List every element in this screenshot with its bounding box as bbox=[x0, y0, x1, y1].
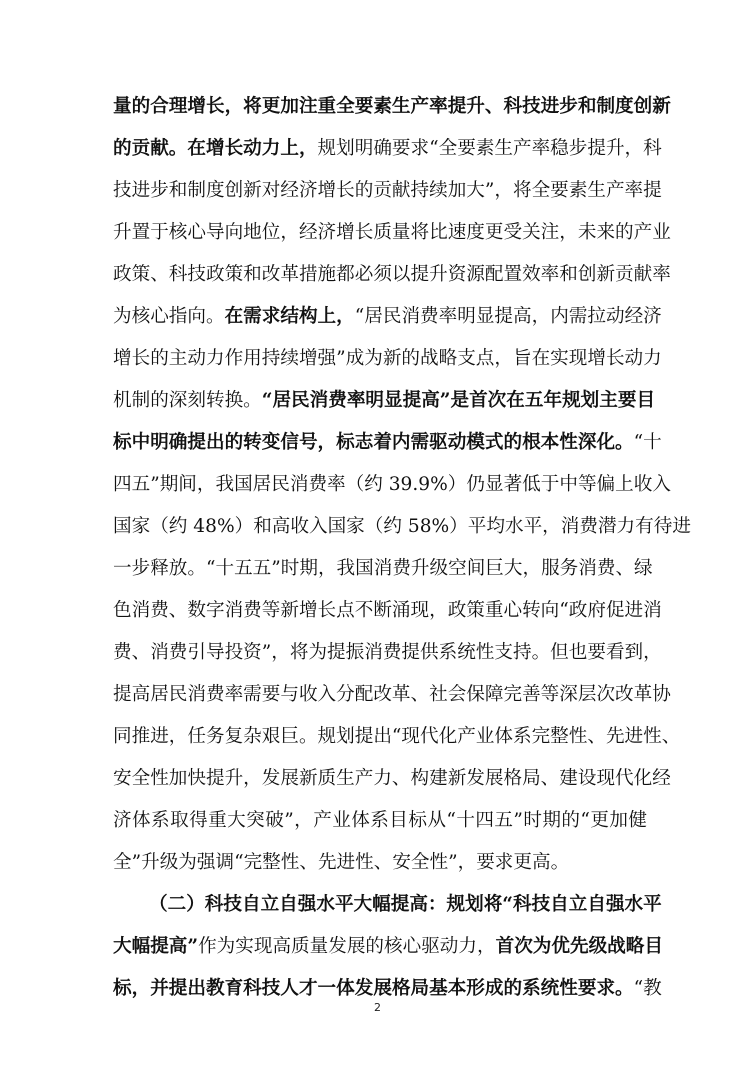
text-segment: 作为实现高质量发展的核心驱动力， bbox=[198, 936, 496, 957]
text-segment: 全”升级为强调“完整性、先进性、安全性”，要求更高。 bbox=[113, 852, 570, 873]
text-segment: 安全性加快提升，发展新质生产力、构建新发展格局、建设现代化经 bbox=[113, 768, 671, 789]
text-segment: 为核心指向。 bbox=[113, 306, 225, 327]
text-segment: 技进步和制度创新对经济增长的贡献持续加大”，将全要素生产率提 bbox=[113, 180, 662, 201]
body-line bbox=[113, 683, 671, 707]
text-segment: 增长的主动力作用持续增强”成为新的战略支点，旨在实现增长动力 bbox=[113, 348, 662, 369]
text-segment: 国家（约 48%）和高收入国家（约 58%）平均水平，消费潜力有待进 bbox=[113, 516, 691, 537]
bold-text-segment: 标中明确提出的转变信号，标志着内需驱动模式的根本性深化。 bbox=[113, 432, 634, 453]
bold-text-segment: 大幅提高” bbox=[113, 936, 199, 957]
body-line bbox=[113, 725, 681, 749]
bold-text-segment: 标，并提出教育科技人才一体发展格局基本形成的系统性要求。 bbox=[113, 978, 634, 999]
text-segment: “居民消费率明显提高，内需拉动经济 bbox=[354, 306, 662, 327]
body-line bbox=[113, 389, 656, 413]
bold-text-segment: 首次为优先级战略目 bbox=[495, 936, 663, 957]
body-line bbox=[113, 179, 662, 203]
body-line bbox=[113, 557, 653, 581]
text-segment: 一步释放。“十五五”时期，我国消费升级空间巨大，服务消费、绿 bbox=[113, 558, 653, 579]
text-segment: 济体系取得重大突破”，产业体系目标从“十四五”时期的“更加健 bbox=[113, 810, 647, 831]
text-segment: 同推进，任务复杂艰巨。规划提出“现代化产业体系完整性、先进性、 bbox=[113, 726, 681, 747]
bold-text-segment: （二）科技自立自强水平大幅提高：规划将“科技自立自强水平 bbox=[149, 894, 662, 915]
bold-text-segment: 的贡献。在增长动力上， bbox=[113, 138, 318, 159]
body-line bbox=[113, 473, 671, 497]
body-line bbox=[113, 767, 671, 791]
bold-text-segment: 在需求结构上， bbox=[224, 306, 355, 327]
text-segment: 机制的深刻转换。 bbox=[113, 390, 262, 411]
text-segment: “十 bbox=[633, 432, 662, 453]
text-segment: 色消费、数字消费等新增长点不断涌现，政策重心转向“政府促进消 bbox=[113, 600, 662, 621]
body-line bbox=[113, 977, 662, 1001]
text-segment: 升置于核心导向地位，经济增长质量将比速度更受关注，未来的产业 bbox=[113, 222, 671, 243]
body-line bbox=[113, 851, 647, 875]
text-segment: 费、消费引导投资”，将为提振消费提供系统性支持。但也要看到， bbox=[113, 642, 662, 663]
text-segment: 四五”期间，我国居民消费率（约 39.9%）仍显著低于中等偏上收入 bbox=[113, 474, 671, 495]
body-line bbox=[113, 347, 662, 371]
body-line bbox=[113, 221, 671, 245]
text-segment: “教 bbox=[633, 978, 662, 999]
body-line bbox=[113, 935, 663, 959]
page-number: 2 bbox=[374, 1001, 381, 1014]
text-segment: 提高居民消费率需要与收入分配改革、社会保障完善等深层次改革协 bbox=[113, 684, 671, 705]
text-segment: 政策、科技政策和改革措施都必须以提升资源配置效率和创新贡献率 bbox=[113, 264, 671, 285]
body-line bbox=[113, 95, 671, 119]
body-line bbox=[113, 431, 662, 455]
body-line bbox=[113, 599, 662, 623]
body-line bbox=[113, 263, 671, 287]
section-heading-line bbox=[149, 893, 662, 917]
body-line bbox=[113, 305, 662, 329]
bold-text-segment: 量的合理增长，将更加注重全要素生产率提升、科技进步和制度创新 bbox=[113, 96, 671, 117]
text-segment: 规划明确要求“全要素生产率稳步提升，科 bbox=[317, 138, 662, 159]
body-line bbox=[113, 641, 662, 665]
body-line bbox=[113, 137, 662, 161]
bold-text-segment: “居民消费率明显提高”是首次在五年规划主要目 bbox=[261, 390, 656, 411]
body-line bbox=[113, 515, 691, 539]
body-line bbox=[113, 809, 647, 833]
